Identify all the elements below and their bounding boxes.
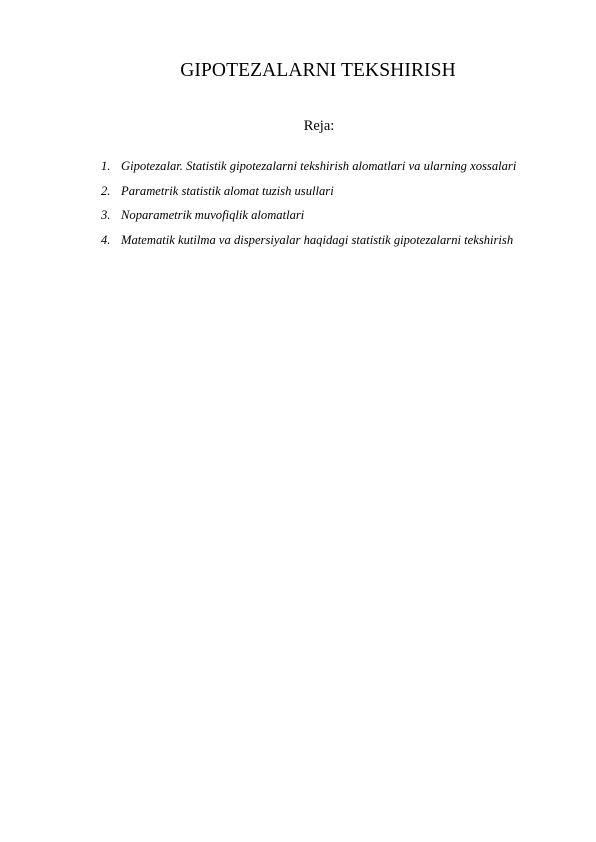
plan-item	[101, 179, 521, 204]
document-title: GIPOTEZALARNI TEKSHIRISH	[180, 60, 456, 81]
plan-item-number: 3.	[101, 208, 111, 223]
plan-item-number: 2.	[101, 183, 111, 198]
plan-item-text: Matematik kutilma va dispersiyalar haqidagi statistik gipotezalarni tekshirish	[121, 233, 514, 248]
plan-heading: Reja:	[303, 118, 335, 134]
plan-item-text: Noparametrik muvofiqlik alomatlari	[121, 208, 305, 223]
plan-item	[101, 203, 521, 228]
plan-item-text: Gipotezalar. Statistik gipotezalarni tekshirish alomatlari va ularning xossalari	[121, 159, 517, 173]
plan-item-number: 1.	[101, 159, 111, 173]
plan-item	[101, 154, 521, 179]
plan-item-text: Parametrik statistik alomat tuzish usullari	[121, 183, 334, 198]
plan-item-number: 4.	[101, 233, 111, 248]
plan-item	[101, 228, 521, 253]
plan-list	[101, 154, 521, 253]
